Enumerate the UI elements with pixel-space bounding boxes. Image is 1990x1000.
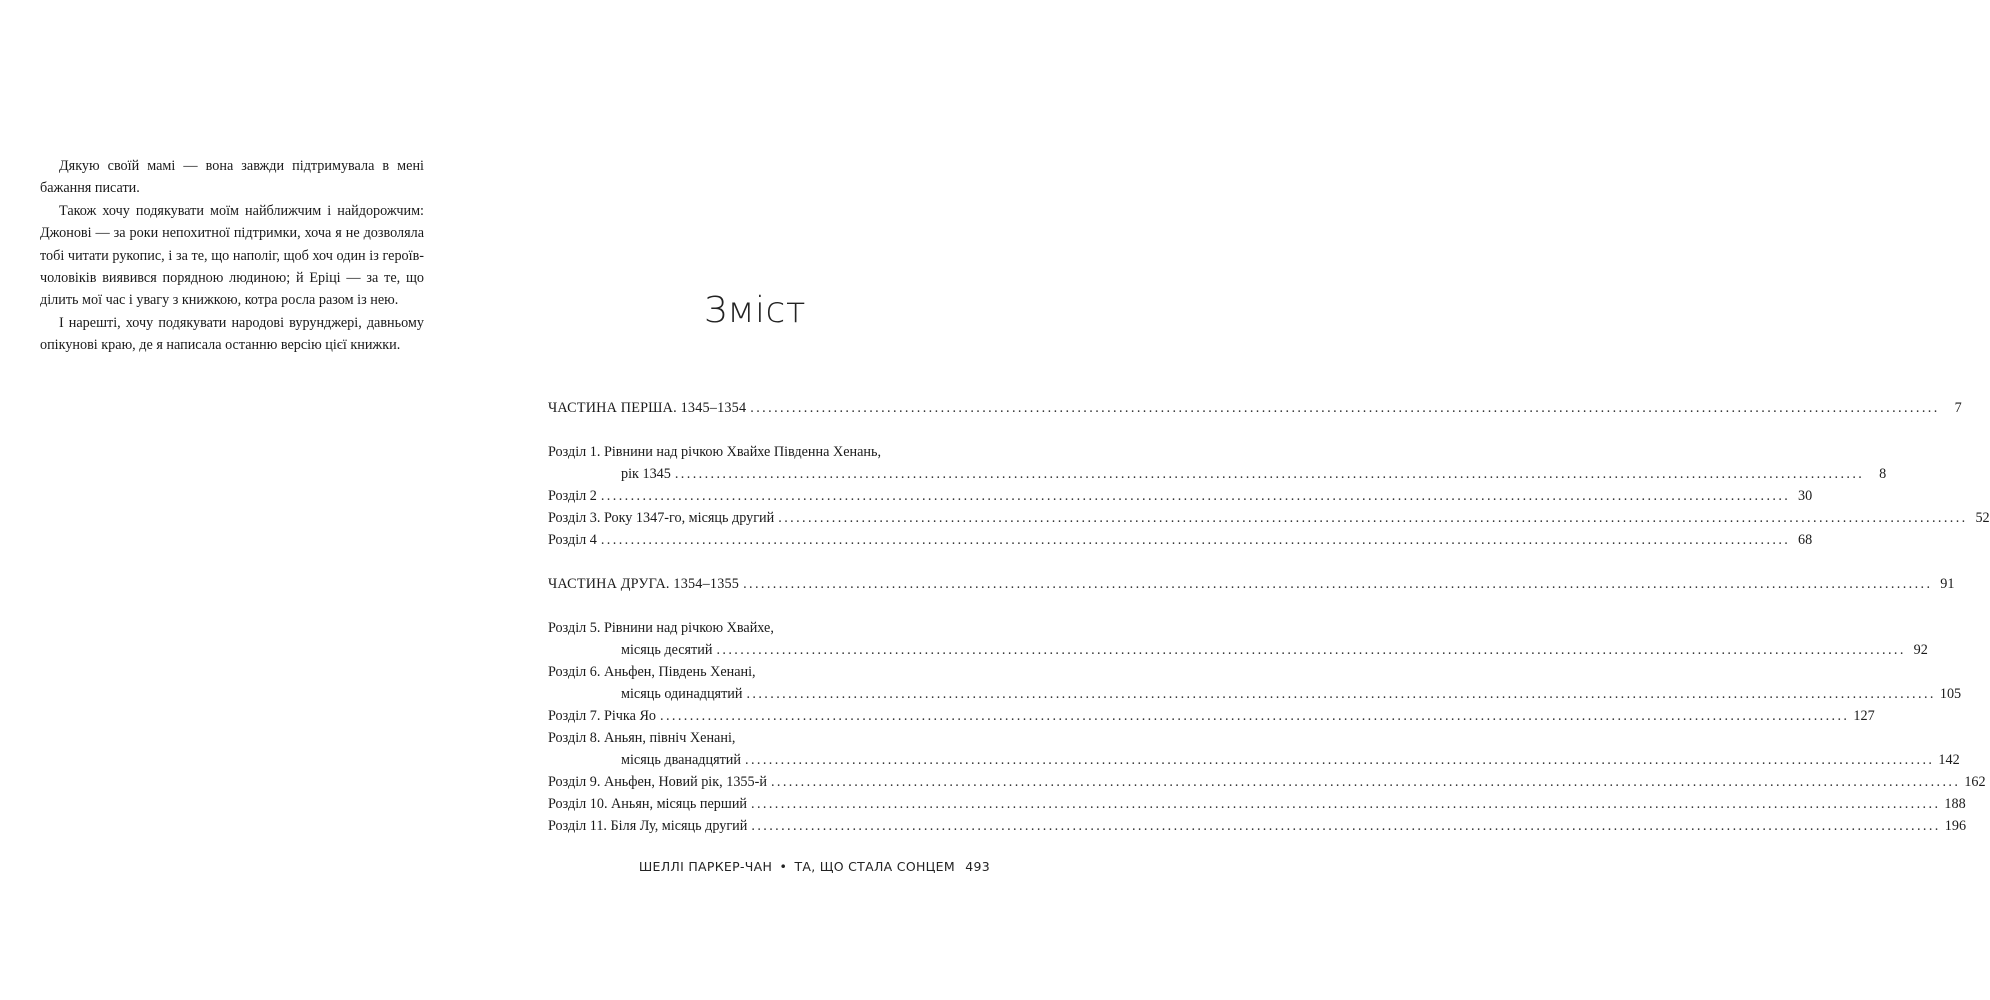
toc-entry-chapter-10[interactable] [548,793,1966,815]
toc-entry-page: 8 [1879,466,1887,482]
toc-entry-label: Розділ 2 [548,488,597,504]
toc-entry-page: 142 [1938,752,1960,768]
toc-entry-page: 68 [1798,532,1813,548]
dot-leader: ........................................................................................................................................................................................................ [743,576,1933,592]
toc-entry-label: Розділ 7. Річка Яо [548,708,656,724]
toc-entry-label: Розділ 8. Аньян, північ Хенані, [548,730,736,746]
paragraph: Дякую своїй мамі — вона завжди підтримувала в мені бажання писати. [40,158,424,197]
dot-leader: ........................................................................................................................................................................................................ [770,774,1961,790]
toc-entry-page: 91 [1940,576,1955,592]
toc-entry-label: Розділ 4 [548,532,597,548]
dot-leader: ........................................................................................................................................................................................................ [745,752,1935,768]
toc-entry-label: Розділ 5. Рівнини над річкою Хвайхе, [548,620,774,636]
toc-entry-chapter-5[interactable] [548,617,1928,661]
footer-book-title: ТА, ЩО СТАЛА СОНЦЕМ [794,859,955,874]
toc-entry-page: 127 [1853,708,1875,724]
toc-entry-label: Розділ 6. Аньфен, Південь Хенані, [548,664,756,680]
paragraph: І нарешті, хочу подякувати народові вурунджері, давньому опікунові краю, де я написала останню версію цієї книжки. [40,314,424,354]
toc-entry-chapter-2[interactable] [548,485,1813,507]
toc-entry-label: ЧАСТИНА ДРУГА. 1354–1355 [548,576,740,592]
dot-leader: ........................................................................................................................................................................................................ [751,818,1941,834]
running-footer [639,859,990,874]
toc-entry-chapter-6[interactable] [548,661,1962,705]
toc-entry-part-2[interactable] [548,573,1955,595]
toc-entry-page: 92 [1913,642,1928,658]
paragraph: Також хочу подякувати моїм найближчим і найдорожчим: Джонові — за роки непохитної підтримки, хоча я не дозволяла тобі читати рукопис, і за те, що наполіг, щоб хоч один із героїв-чоловіків виявився порядною людиною; й Еріці — за те, що ділить мої час і увагу з книжкою, котра росла разом із нею. [40,202,424,309]
dot-leader: ........................................................................................................................................................................................................ [674,466,1865,482]
toc-entry-label: Розділ 9. Аньфен, Новий рік, 1355-й [548,774,767,790]
dot-leader: ........................................................................................................................................................................................................ [660,708,1850,724]
dot-leader: ........................................................................................................................................................................................................ [716,642,1906,658]
dot-leader: ........................................................................................................................................................................................................ [751,796,1941,812]
toc-entry-label: Розділ 1. Рівнини над річкою Хвайхе Південна Хенань, [548,444,881,460]
dot-leader: ........................................................................................................................................................................................................ [746,686,1936,702]
toc-entry-label: ЧАСТИНА ПЕРША. 1345–1354 [548,400,747,416]
table-of-contents [548,397,1990,837]
toc-entry-label: Розділ 10. Аньян, місяць перший [548,796,748,812]
toc-entry-page: 52 [1975,510,1990,526]
toc-entry-part-1[interactable] [548,397,1962,419]
toc-title: Зміст [703,290,807,331]
toc-entry-chapter-4[interactable] [548,529,1813,551]
toc-entry-page: 196 [1944,818,1967,834]
toc-entry-label-cont: рік 1345 [621,466,671,482]
footer-author: ШЕЛЛІ ПАРКЕР-ЧАН [638,859,773,874]
dot-leader: ........................................................................................................................................................................................................ [778,510,1968,526]
toc-entry-page: 188 [1944,796,1966,812]
toc-entry-page: 162 [1964,774,1986,790]
toc-entry-label-cont: місяць одинадцятий [621,686,743,702]
dot-leader: ........................................................................................................................................................................................................ [600,532,1791,548]
footer-separator: • [779,859,788,874]
toc-entry-chapter-8[interactable] [548,727,1960,771]
toc-entry-chapter-9[interactable] [548,771,1986,793]
dot-leader: ........................................................................................................................................................................................................ [750,400,1940,416]
acknowledgements-text [40,155,424,357]
toc-entry-chapter-11[interactable] [548,815,1967,837]
dot-leader: ........................................................................................................................................................................................................ [600,488,1791,504]
toc-entry-chapter-1[interactable] [548,441,1887,485]
toc-entry-chapter-7[interactable] [548,705,1875,727]
toc-entry-label: Розділ 3. Року 1347-го, місяць другий [548,510,775,526]
toc-entry-page: 30 [1798,488,1813,504]
toc-entry-page: 7 [1954,400,1962,416]
toc-entry-chapter-3[interactable] [548,507,1990,529]
toc-entry-label-cont: місяць десятий [621,642,713,658]
toc-entry-label-cont: місяць дванадцятий [621,752,741,768]
toc-entry-page: 105 [1939,686,1962,702]
toc-entry-label: Розділ 11. Біля Лу, місяць другий [548,818,748,834]
footer-page-number: 493 [965,859,990,874]
